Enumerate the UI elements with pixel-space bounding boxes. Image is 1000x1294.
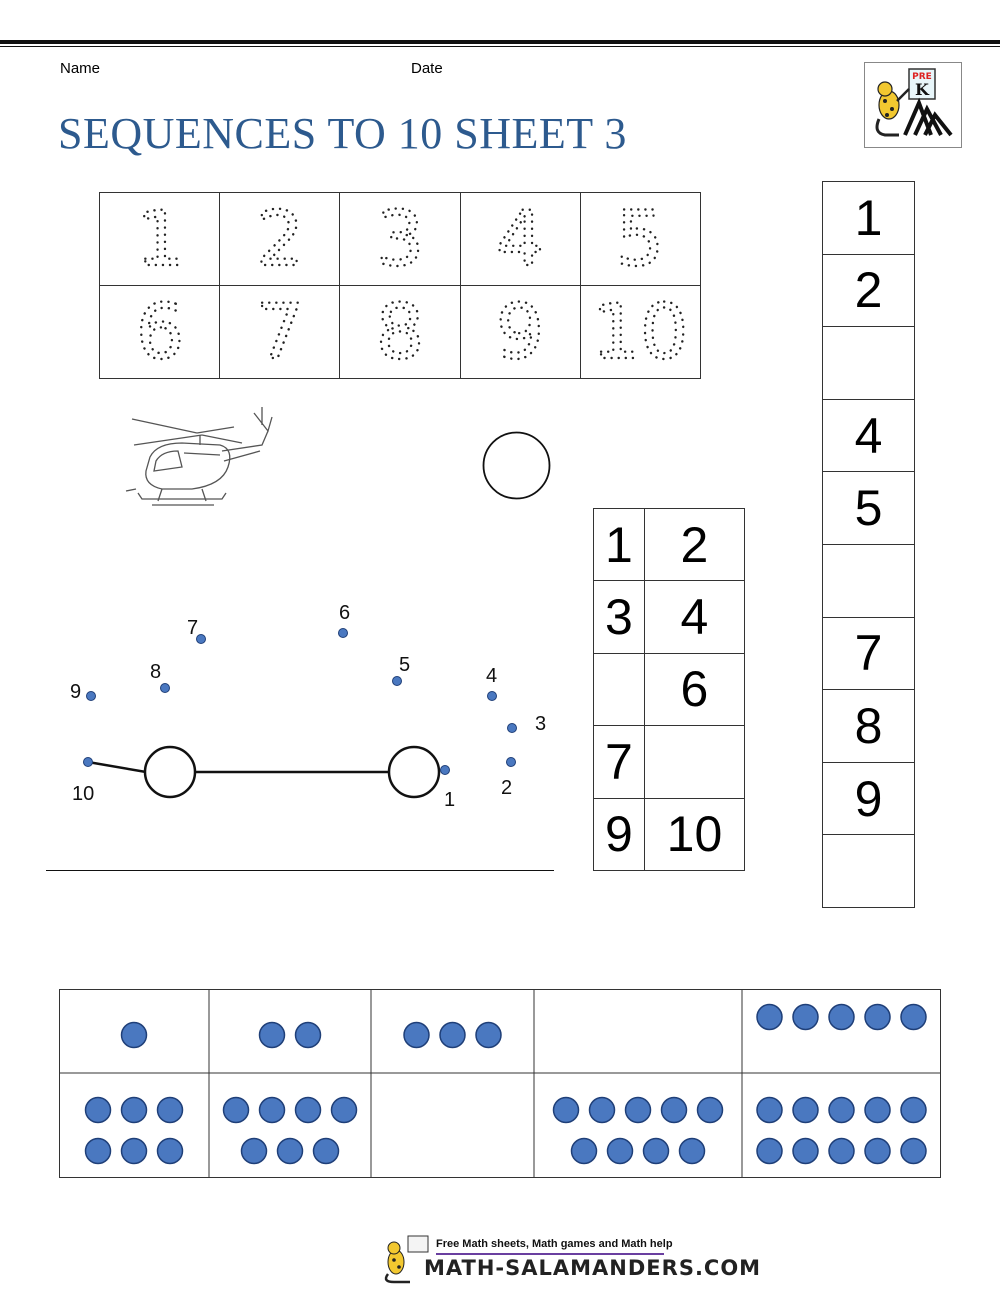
counting-dot: [662, 1098, 687, 1123]
counting-dot: [757, 1139, 782, 1164]
trace-cell-3[interactable]: [340, 193, 460, 286]
counting-dot: [314, 1139, 339, 1164]
dot-1: [441, 766, 450, 775]
counting-dot: [296, 1023, 321, 1048]
top-rule-thick: [0, 40, 1000, 44]
counting-dot: [829, 1005, 854, 1030]
wheel: [145, 747, 195, 797]
wheel: [389, 747, 439, 797]
counting-dot: [554, 1098, 579, 1123]
counting-dot: [680, 1139, 705, 1164]
grid-cell[interactable]: 4: [644, 581, 744, 653]
counting-dot: [626, 1098, 651, 1123]
trace-cell-6[interactable]: [100, 286, 220, 379]
traced-number: [345, 290, 455, 370]
trace-cell-9[interactable]: [460, 286, 580, 379]
grid-cell-blank[interactable]: [594, 653, 645, 725]
grid-cell[interactable]: 1: [594, 509, 645, 581]
traced-number: [225, 197, 335, 277]
counting-dot: [698, 1098, 723, 1123]
counting-dot: [901, 1005, 926, 1030]
trace-cell-2[interactable]: [220, 193, 340, 286]
counting-dot: [440, 1023, 465, 1048]
counting-dot: [644, 1139, 669, 1164]
column-cell[interactable]: 9: [823, 762, 915, 835]
two-column-grid: [593, 508, 745, 871]
counting-dot: [476, 1023, 501, 1048]
svg-text:PRE: PRE: [912, 72, 932, 82]
counting-dot: [224, 1098, 249, 1123]
dot-label-2: 2: [501, 777, 513, 799]
footer-underline: [436, 1253, 664, 1255]
counting-dot: [242, 1139, 267, 1164]
svg-text:7: 7: [255, 289, 304, 370]
trace-cell-4[interactable]: [460, 193, 580, 286]
footer-tagline: Free Math sheets, Math games and Math help: [436, 1238, 673, 1250]
dot-counting-grid: [59, 989, 941, 1178]
counting-dot: [793, 1005, 818, 1030]
counting-dot: [86, 1139, 111, 1164]
vertical-sequence-column: [822, 181, 915, 908]
grid-cell[interactable]: 9: [594, 798, 645, 870]
counting-dot: [757, 1098, 782, 1123]
dot-label-1: 1: [444, 789, 456, 811]
circle-shape: [482, 431, 552, 501]
column-cell-blank[interactable]: [823, 327, 915, 400]
counting-dot: [404, 1023, 429, 1048]
trace-cell-1[interactable]: [100, 193, 220, 286]
trace-cell-10[interactable]: [580, 286, 700, 379]
dot-label-5: 5: [399, 654, 411, 676]
counting-dot: [901, 1139, 926, 1164]
svg-text:10: 10: [592, 289, 689, 370]
traced-number: [585, 290, 695, 370]
svg-text:K: K: [915, 80, 929, 99]
counting-dot: [829, 1098, 854, 1123]
dot-label-7: 7: [187, 617, 199, 639]
salamander-logo-icon: [865, 63, 961, 147]
column-cell[interactable]: 7: [823, 617, 915, 690]
counting-dot: [901, 1098, 926, 1123]
dot-4: [488, 692, 497, 701]
grid-cell[interactable]: 3: [594, 581, 645, 653]
trace-cell-7[interactable]: [220, 286, 340, 379]
svg-text:5: 5: [616, 196, 665, 277]
counting-dot: [865, 1005, 890, 1030]
dot-label-8: 8: [150, 661, 162, 683]
counting-dot: [793, 1098, 818, 1123]
counting-dot: [296, 1098, 321, 1123]
column-cell[interactable]: 2: [823, 254, 915, 327]
dot-label-4: 4: [486, 665, 498, 687]
column-cell[interactable]: 4: [823, 399, 915, 472]
counting-dot: [86, 1098, 111, 1123]
trace-cell-8[interactable]: [340, 286, 460, 379]
counting-dots[interactable]: [59, 989, 941, 1178]
trace-cell-5[interactable]: [580, 193, 700, 286]
column-cell-blank[interactable]: [823, 835, 915, 908]
svg-text:4: 4: [495, 196, 545, 277]
traced-number: [345, 197, 455, 277]
grid-cell[interactable]: 7: [594, 726, 645, 798]
counting-dot: [757, 1005, 782, 1030]
svg-text:3: 3: [375, 196, 425, 277]
dot-label-3: 3: [535, 713, 547, 735]
traced-number: [585, 197, 695, 277]
dot-3: [508, 724, 517, 733]
counting-dot: [122, 1139, 147, 1164]
grid-cell[interactable]: 10: [644, 798, 744, 870]
svg-text:9: 9: [495, 289, 545, 370]
counting-dot: [158, 1098, 183, 1123]
grid-cell-blank[interactable]: [644, 726, 744, 798]
counting-dot: [260, 1098, 285, 1123]
dot-label-9: 9: [70, 681, 82, 703]
svg-text:8: 8: [375, 289, 425, 370]
divider-line: [46, 870, 554, 871]
traced-number: [225, 290, 335, 370]
top-rule-thin: [0, 46, 1000, 47]
dot-10: [84, 758, 93, 767]
puzzle-dots[interactable]: [84, 629, 517, 775]
name-label: Name: [60, 60, 101, 77]
counting-dot: [829, 1139, 854, 1164]
dot-6: [339, 629, 348, 638]
tracing-grid: [99, 192, 701, 379]
helicopter-icon: [122, 405, 277, 515]
counting-dot: [608, 1139, 633, 1164]
counting-dot: [793, 1139, 818, 1164]
traced-number: [465, 197, 575, 277]
date-label: Date: [411, 60, 443, 77]
dot-label-6: 6: [339, 602, 351, 624]
grid-cell[interactable]: 6: [644, 653, 744, 725]
page-title: SEQUENCES TO 10 SHEET 3: [58, 109, 627, 158]
column-cell[interactable]: 8: [823, 690, 915, 763]
counting-dot: [158, 1139, 183, 1164]
dot-to-dot-puzzle[interactable]: [60, 590, 560, 820]
dot-label-10: 10: [72, 783, 95, 805]
counting-dot: [278, 1139, 303, 1164]
grid-cell[interactable]: 2: [644, 509, 744, 581]
counting-dot: [590, 1098, 615, 1123]
dot-8: [161, 684, 170, 693]
svg-text:1: 1: [135, 196, 184, 277]
counting-dot: [865, 1098, 890, 1123]
traced-number: [105, 290, 215, 370]
dot-9: [87, 692, 96, 701]
counting-dot: [865, 1139, 890, 1164]
counting-dot: [332, 1098, 357, 1123]
counting-dot: [122, 1023, 147, 1048]
prek-logo: [864, 62, 962, 148]
column-cell[interactable]: 5: [823, 472, 915, 545]
puzzle-line: [88, 762, 146, 772]
column-cell[interactable]: 1: [823, 182, 915, 255]
counting-dot: [122, 1098, 147, 1123]
counting-dot: [572, 1139, 597, 1164]
svg-text:6: 6: [135, 289, 184, 370]
dot-5: [393, 677, 402, 686]
dot-2: [507, 758, 516, 767]
column-cell-blank[interactable]: [823, 544, 915, 617]
traced-number: [105, 197, 215, 277]
counting-dot: [260, 1023, 285, 1048]
footer-brand[interactable]: MATH-SALAMANDERS.COM: [424, 1256, 762, 1280]
svg-text:2: 2: [255, 196, 304, 277]
traced-number: [465, 290, 575, 370]
